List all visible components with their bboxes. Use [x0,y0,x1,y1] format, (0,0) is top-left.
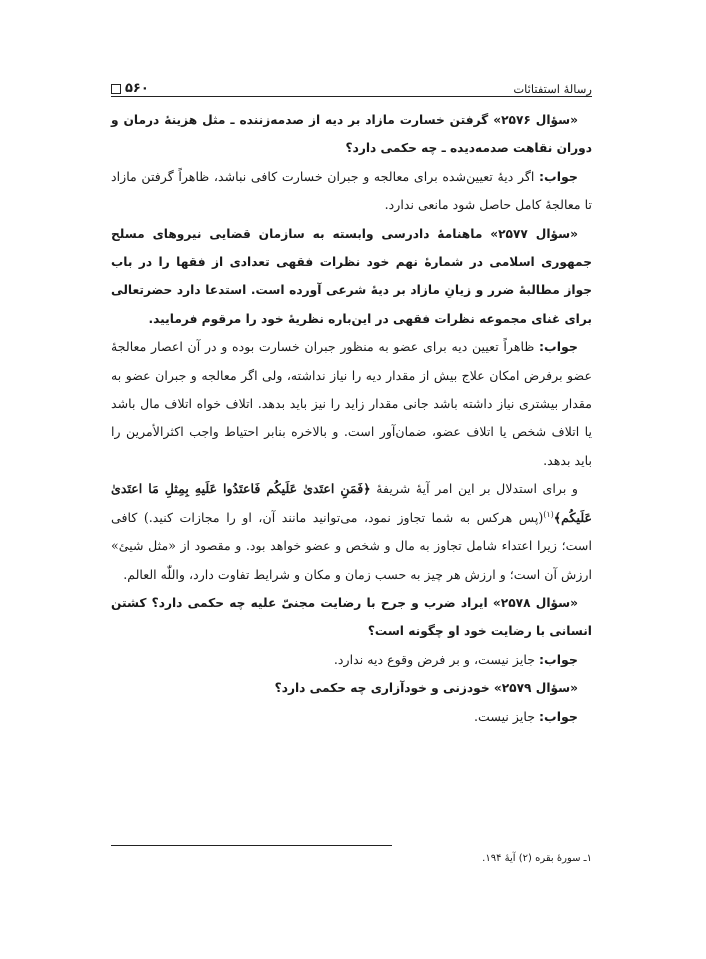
answer-text: ظاهراً تعیین دیه برای عضو به منظور جبران خسارت بوده و در آن اعصار معالجهٔ عضو برفرض امکان علاج بیش از مقدار دیه را نیاز نداشته، ولی اگر معالجه و جبران عضو به مقدار بیشتری نیاز داشته باشد جانی مقدار زاید را نیز باید بدهد. اتلاف خواه اتلاف مال باشد یا اتلاف شخص یا اتلاف عضو، ضمان‌آور است. و بالاخره بنابر احتیاط واجب اکثرالأمرین را باید بدهد. [111,339,592,468]
answer-2579 [111,703,592,731]
running-title: رسالهٔ استفتائات [513,82,592,96]
question-text: گرفتن خسارت مازاد بر دیه از صدمه‌زننده ـ مثل هزینهٔ درمان و دوران نقاهت صدمه‌دیده ـ چه حکمی دارد؟ [111,113,592,156]
question-2578 [111,589,592,646]
question-text: ایراد ضرب و جرح با رضایت مجنیّ علیه چه حکمی دارد؟ کشتن انسانی با رضایت خود او چگونه است؟ [111,595,592,639]
footnote-reference[interactable]: (۱) [543,509,554,519]
question-2576 [111,106,592,163]
page-header [111,70,592,97]
footnote: ۱ـ سورهٔ بقره (۲) آیهٔ ۱۹۴. [482,853,592,864]
answer-2576 [111,163,592,220]
footnote-divider [111,845,392,846]
answer-text: جایز نیست. [474,708,540,724]
answer-2577 [111,333,592,475]
square-bullet-icon [111,84,121,94]
question-label: «سؤال ۲۵۷۶» [493,113,578,127]
answer-label: جواب: [539,708,578,724]
question-text: خودزنی و خودآزاری چه حکمی دارد؟ [274,681,494,696]
question-label: «سؤال ۲۵۷۸» [492,595,578,610]
answer-2578 [111,646,592,674]
answer-label: جواب: [539,339,578,355]
question-label: «سؤال ۲۵۷۹» [493,681,578,696]
question-2579 [111,674,592,702]
argument-body: (پس هرکس به شما تجاوز نمود، می‌توانید مانند آن، او را مجازات کنید.) کافی است؛ زیرا اعتداء شامل تجاوز به مال و شخص و عضو خواهد بود. و مقصود از «مثل شیئ» ارزش آن است؛ و ارزش هر چیز به حسب زمان و مکان و شرایط تفاوت دارد، واللّٰه العالم. [111,509,592,582]
argument-paragraph [111,475,592,589]
page-number-block [111,81,149,96]
page [111,70,592,731]
answer-text: جایز نیست، و بر فرض وقوع دیه ندارد. [333,651,540,667]
question-text: ماهنامهٔ دادرسی وابسته به سازمان قضایی نیروهای مسلح جمهوری اسلامی در شمارهٔ نهم خود نظرات فقهی تعدادی از فقها را در باب جواز مطالبهٔ ضرر و زیانِ مازاد بر دیهٔ شرعی آورده است. استدعا دارد حضرتعالی برای غنای مجموعه نظرات فقهی در این‌باره نظریهٔ خود را مرقوم فرمایید. [111,226,592,326]
page-number: ۵۶۰ [125,81,149,96]
quran-verse: ﴿فَمَنِ اعتَدیٰ عَلَیکُم فَاعتَدُوا عَلَیهِ بِمِثلِ مَا اعتَدیٰ عَلَیکُم﴾ [111,481,592,525]
answer-label: جواب: [539,168,578,184]
argument-intro: و برای استدلال بر این امر آیهٔ شریفهٔ [370,481,578,497]
answer-text: اگر دیهٔ تعیین‌شده برای معالجه و جبران خسارت کافی نباشد، ظاهراً گرفتن مازاد تا معالجهٔ کامل حاصل شود مانعی ندارد. [111,168,592,213]
question-label: «سؤال ۲۵۷۷» [490,226,578,241]
question-2577 [111,220,592,334]
page-body [111,106,592,731]
answer-label: جواب: [539,651,578,667]
